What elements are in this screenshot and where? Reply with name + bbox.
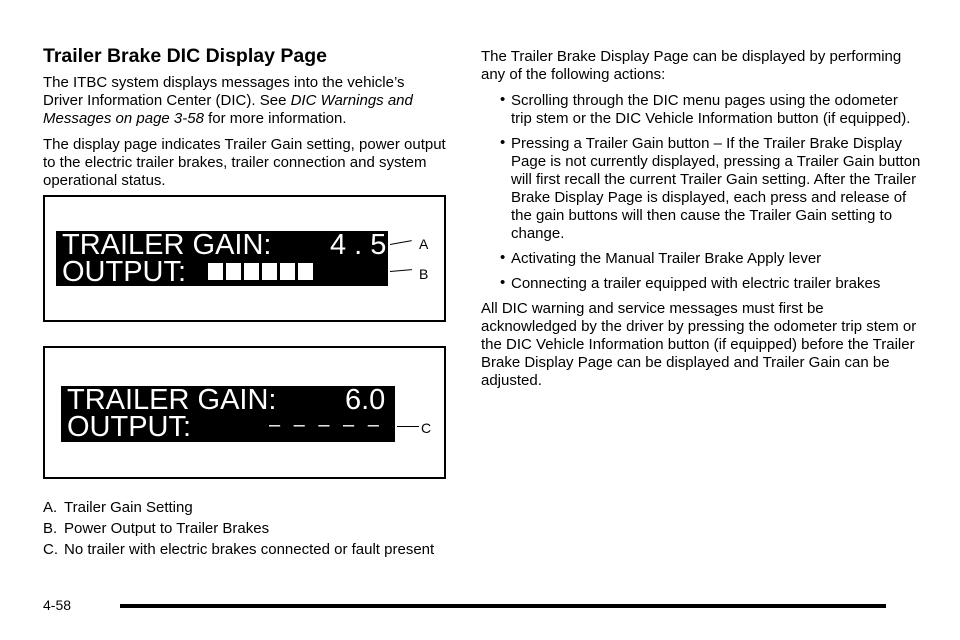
list-item bbox=[481, 275, 921, 293]
list-item-text: Scrolling through the DIC menu pages using the odometer trip stem or the DIC Vehicle Information button (if equipped). bbox=[511, 92, 911, 127]
callout-line-a bbox=[390, 240, 412, 245]
dic-display-screen bbox=[61, 384, 395, 459]
list-item-text: Pressing a Trailer Gain button – If the Trailer Brake Display Page is not currently displayed, pressing a Trailer Gain button will first recall the current Trailer Gain setting. After the Trailer Brake Display Page is displayed, each press and release of the gain buttons will then cause the Trailer Gain setting to change. bbox=[511, 135, 921, 242]
figure-legend bbox=[43, 499, 448, 562]
callout-a-label: A bbox=[419, 236, 429, 252]
left-column bbox=[43, 44, 448, 198]
page-heading: Trailer Brake DIC Display Page bbox=[43, 45, 327, 67]
list-item bbox=[481, 250, 921, 268]
legend-key: B. bbox=[43, 520, 58, 537]
callout-c-label: C bbox=[421, 420, 432, 436]
display-line-output bbox=[62, 258, 186, 286]
actions-intro: The Trailer Brake Display Page can be displayed by performing any of the following actions: bbox=[481, 48, 902, 83]
intro-text: The ITBC system displays messages into the vehicle’s Driver Information Center (DIC). See bbox=[43, 74, 405, 109]
gain-label: TRAILER GAIN: bbox=[67, 384, 277, 416]
callout-line-c bbox=[397, 426, 419, 427]
bullet-icon: • bbox=[500, 134, 506, 151]
actions-list bbox=[481, 92, 921, 293]
intro-paragraph bbox=[43, 74, 448, 128]
bullet-icon: • bbox=[500, 91, 506, 108]
output-segment bbox=[262, 263, 277, 280]
callout-line-b bbox=[390, 269, 412, 272]
footer-rule bbox=[120, 604, 886, 608]
intro-text-end: for more information. bbox=[203, 110, 347, 127]
output-dashes: – – – – – – bbox=[269, 414, 383, 459]
gain-value: 6.0 bbox=[345, 384, 386, 416]
output-segment bbox=[280, 263, 295, 280]
gain-label: TRAILER GAIN: bbox=[62, 229, 272, 261]
output-segment bbox=[208, 263, 223, 280]
list-item-text: Activating the Manual Trailer Brake Apply lever bbox=[511, 250, 822, 267]
legend-text: Trailer Gain Setting bbox=[64, 499, 193, 516]
right-column bbox=[481, 48, 921, 398]
bullet-icon: • bbox=[500, 274, 506, 291]
figure-gain-display bbox=[43, 195, 446, 322]
display-line-gain bbox=[62, 229, 387, 261]
cross-reference: DIC Warnings and Messages on page 3-58 bbox=[43, 92, 413, 127]
list-item-text: Connecting a trailer equipped with electric trailer brakes bbox=[511, 275, 881, 292]
legend-key: C. bbox=[43, 541, 58, 558]
gain-value: 4 . 5 bbox=[330, 229, 387, 261]
bullet-icon: • bbox=[500, 249, 506, 266]
figure-no-trailer-display bbox=[43, 346, 446, 479]
display-line-gain bbox=[67, 384, 386, 416]
dic-display-screen bbox=[56, 231, 388, 286]
legend-text: No trailer with electric brakes connected or fault present bbox=[64, 541, 435, 558]
output-label: OUTPUT: bbox=[67, 411, 192, 443]
output-segment bbox=[298, 263, 313, 280]
output-bar-segments bbox=[208, 263, 316, 284]
legend-item bbox=[43, 499, 448, 517]
legend-text: Power Output to Trailer Brakes bbox=[64, 520, 270, 537]
closing-paragraph: All DIC warning and service messages must first be acknowledged by the driver by pressing the odometer trip stem or the DIC Vehicle Information button (if equipped) before the Trailer Brake Display Page can be displayed and Trailer Gain can be adjusted. bbox=[481, 300, 917, 389]
legend-item bbox=[43, 541, 448, 559]
output-segment bbox=[244, 263, 259, 280]
list-item bbox=[481, 135, 921, 243]
output-segment bbox=[226, 263, 241, 280]
description-paragraph: The display page indicates Trailer Gain setting, power output to the electric trailer brakes, trailer connection and system operational status. bbox=[43, 136, 446, 189]
callout-b-label: B bbox=[419, 266, 429, 282]
display-line-output bbox=[67, 413, 191, 441]
list-item bbox=[481, 92, 921, 128]
legend-item bbox=[43, 520, 448, 538]
legend-key: A. bbox=[43, 499, 58, 516]
page-number: 4-58 bbox=[43, 597, 72, 613]
output-label: OUTPUT: bbox=[62, 256, 187, 288]
